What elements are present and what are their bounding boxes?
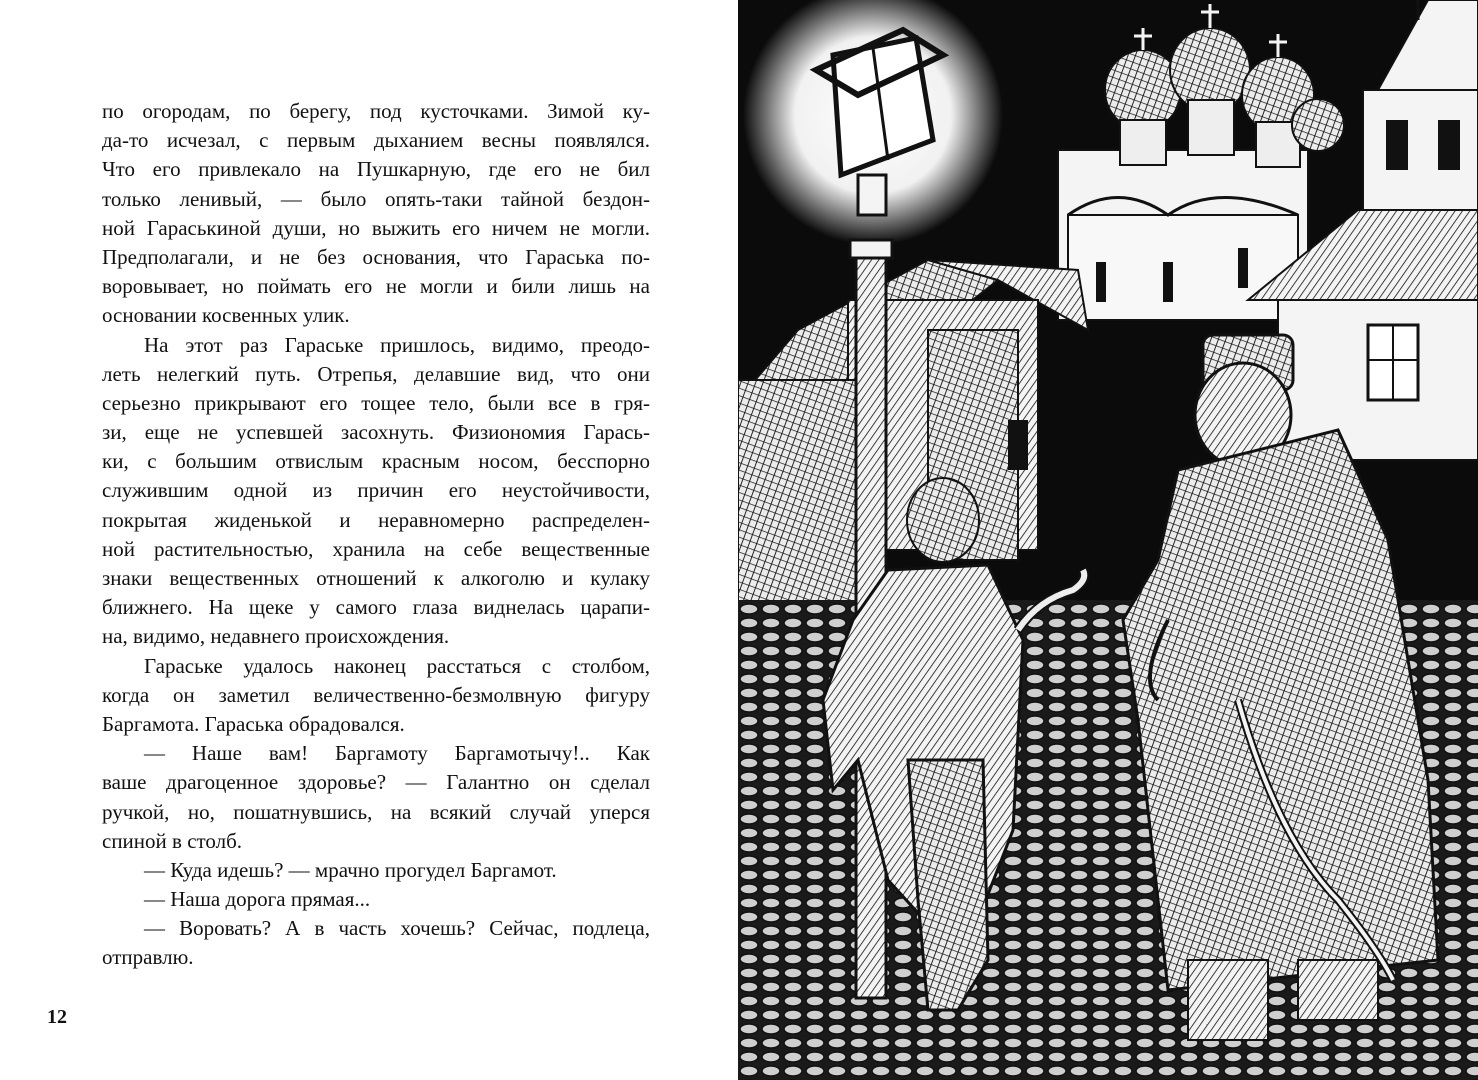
text-line: на, видимо, недавнего происхождения. [102, 624, 450, 649]
text-line: ближнего. На щеке у самого глаза виднелась царапи- [102, 595, 650, 620]
illustration-drawing [738, 0, 1478, 1080]
text-line: спиной в столб. [102, 828, 243, 853]
text-line: Что его привлекало на Пушкарную, где его не бил [102, 157, 650, 182]
text-line: знаки вещественных отношений к алкоголю и кулаку [102, 566, 650, 590]
text-line: зи, еще не успевшей засохнуть. Физиономия Гарась- [102, 420, 650, 445]
text-line: отправлю. [102, 945, 194, 970]
text-line: ной Гараськиной души, но выжить его ничем не могли. [102, 215, 650, 240]
illustration [738, 0, 1478, 1080]
text-line: На этот раз Гараське пришлось, видимо, преодо- [144, 332, 650, 357]
text-line: — Куда идешь? — мрачно прогудел Баргамот. [144, 857, 557, 882]
body-text [102, 97, 650, 973]
text-line: Гараське удалось наконец расстаться с столбом, [144, 653, 650, 678]
text-line: — Воровать? А в часть хочешь? Сейчас, подлеца, [144, 916, 650, 941]
text-line: только ленивый, — было опять-таки тайной бездон- [102, 186, 650, 211]
page-number: 12 [47, 1006, 67, 1028]
text-line: да-то исчезал, с первым дыханием весны появлялся. [102, 128, 650, 153]
left-page [0, 0, 738, 1080]
text-line: ваше драгоценное здоровье? — Галантно он сделал [102, 770, 650, 795]
text-line: серьезно прикрывают его тощее тело, были все в гря- [102, 390, 650, 415]
text-line: — Наша дорога прямая... [144, 887, 371, 912]
text-line: Баргамота. Гараська обрадовался. [102, 711, 405, 736]
text-line: леть нелегкий путь. Отрепья, делавшие вид, что они [102, 361, 650, 386]
text-line: Предполагали, и не без основания, что Гараська по- [102, 244, 650, 269]
text-line: ки, с большим отвислым красным носом, бесспорно [102, 449, 650, 474]
text-line: служившим одной из причин его неустойчивости, [102, 478, 650, 503]
text-line: воровывает, но поймать его не могли и били лишь на [102, 274, 650, 299]
text-line: ной растительностью, хранила на себе вещественные [102, 536, 650, 561]
text-line: по огородам, по берегу, под кусточками. Зимой ку- [102, 99, 650, 123]
text-line: ручкой, но, пошатнувшись, на всякий случай уперся [102, 799, 650, 824]
text-line: основании косвенных улик. [102, 303, 350, 328]
text-line: — Наше вам! Баргамоту Баргамотычу!.. Как [144, 741, 650, 766]
text-line: когда он заметил величественно-безмолвную фигуру [102, 682, 650, 707]
text-line: покрытая жиденькой и неравномерно распределен- [102, 507, 650, 532]
